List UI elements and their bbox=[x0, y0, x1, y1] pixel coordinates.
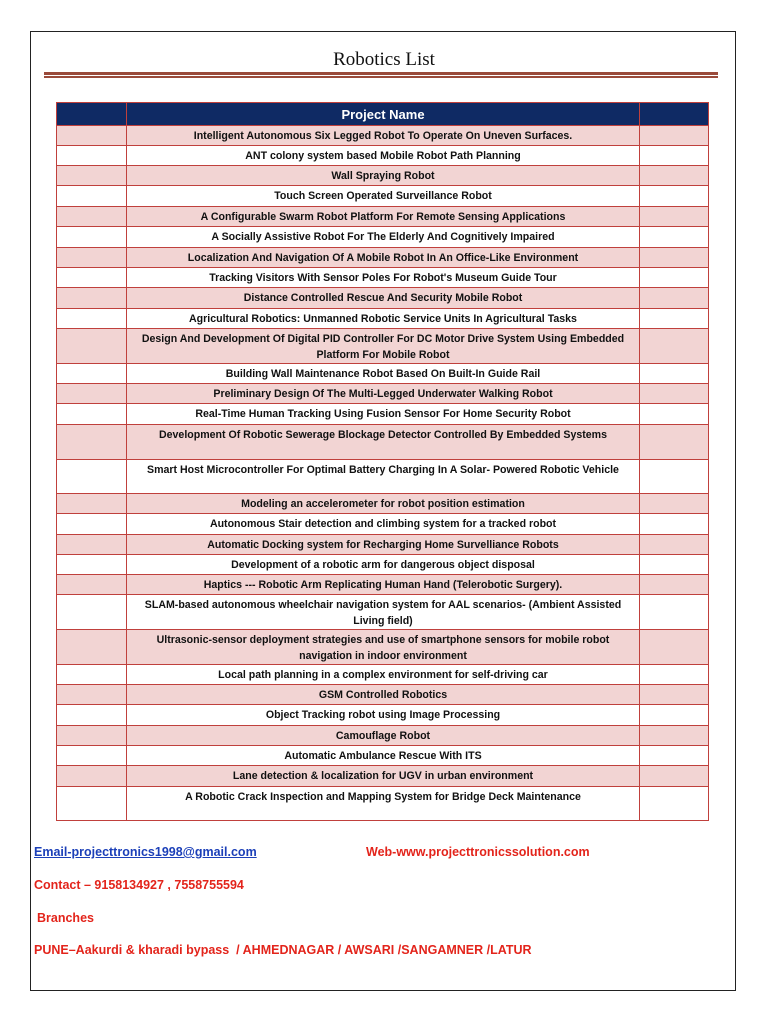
row-blank-right bbox=[640, 746, 709, 766]
project-name-cell: Ultrasonic-sensor deployment strategies and use of smartphone sensors for mobile robot navigation in indoor environment bbox=[127, 630, 640, 665]
project-name-cell: Agricultural Robotics: Unmanned Robotic Service Units In Agricultural Tasks bbox=[127, 309, 640, 329]
row-blank-left bbox=[57, 227, 127, 248]
row-blank-right bbox=[640, 268, 709, 288]
table-row bbox=[57, 404, 709, 425]
table-row bbox=[57, 665, 709, 685]
table-row bbox=[57, 248, 709, 268]
project-name-cell: Building Wall Maintenance Robot Based On Built-In Guide Rail bbox=[127, 364, 640, 384]
row-blank-left bbox=[57, 630, 127, 665]
row-blank-left bbox=[57, 746, 127, 766]
row-blank-right bbox=[640, 248, 709, 268]
row-blank-right bbox=[640, 726, 709, 746]
project-name-cell: Design And Development Of Digital PID Controller For DC Motor Drive System Using Embedded Platform For Mobile Robot bbox=[127, 329, 640, 364]
table-row bbox=[57, 535, 709, 555]
row-blank-right bbox=[640, 595, 709, 630]
row-blank-right bbox=[640, 384, 709, 404]
row-blank-right bbox=[640, 514, 709, 535]
row-blank-right bbox=[640, 766, 709, 787]
row-blank-left bbox=[57, 364, 127, 384]
project-name-cell: Intelligent Autonomous Six Legged Robot To Operate On Uneven Surfaces. bbox=[127, 126, 640, 146]
row-blank-left bbox=[57, 766, 127, 787]
branches-list: PUNE–Aakurdi & kharadi bypass / AHMEDNAGAR / AWSARI /SANGAMNER /LATUR bbox=[34, 943, 532, 957]
project-name-cell: GSM Controlled Robotics bbox=[127, 685, 640, 705]
row-blank-left bbox=[57, 665, 127, 685]
column-header-project-name: Project Name bbox=[127, 103, 640, 126]
project-name-cell: Development of a robotic arm for dangerous object disposal bbox=[127, 555, 640, 575]
row-blank-left bbox=[57, 705, 127, 726]
table-row bbox=[57, 268, 709, 288]
row-blank-right bbox=[640, 146, 709, 166]
row-blank-right bbox=[640, 425, 709, 460]
table-row bbox=[57, 309, 709, 329]
table-row bbox=[57, 555, 709, 575]
project-name-cell: SLAM-based autonomous wheelchair navigation system for AAL scenarios- (Ambient Assisted Living field) bbox=[127, 595, 640, 630]
row-blank-left bbox=[57, 146, 127, 166]
row-blank-right bbox=[640, 535, 709, 555]
row-blank-right bbox=[640, 186, 709, 207]
project-name-cell: Distance Controlled Rescue And Security Mobile Robot bbox=[127, 288, 640, 309]
project-name-cell: Automatic Ambulance Rescue With ITS bbox=[127, 746, 640, 766]
project-name-cell: A Configurable Swarm Robot Platform For Remote Sensing Applications bbox=[127, 207, 640, 227]
email-link[interactable]: Email-projecttronics1998@gmail.com bbox=[34, 845, 257, 859]
row-blank-right bbox=[640, 166, 709, 186]
project-name-cell: Camouflage Robot bbox=[127, 726, 640, 746]
row-blank-left bbox=[57, 404, 127, 425]
project-name-cell: Localization And Navigation Of A Mobile Robot In An Office-Like Environment bbox=[127, 248, 640, 268]
row-blank-left bbox=[57, 595, 127, 630]
table-row bbox=[57, 186, 709, 207]
project-table bbox=[56, 102, 709, 821]
project-name-cell: Real-Time Human Tracking Using Fusion Sensor For Home Security Robot bbox=[127, 404, 640, 425]
header-blank-right bbox=[640, 103, 709, 126]
table-row bbox=[57, 166, 709, 186]
table-row bbox=[57, 514, 709, 535]
row-blank-left bbox=[57, 494, 127, 514]
row-blank-right bbox=[640, 555, 709, 575]
row-blank-left bbox=[57, 685, 127, 705]
row-blank-right bbox=[640, 665, 709, 685]
row-blank-right bbox=[640, 207, 709, 227]
project-name-cell: Wall Spraying Robot bbox=[127, 166, 640, 186]
table-row bbox=[57, 288, 709, 309]
row-blank-right bbox=[640, 705, 709, 726]
project-name-cell: Haptics --- Robotic Arm Replicating Human Hand (Telerobotic Surgery). bbox=[127, 575, 640, 595]
table-row bbox=[57, 329, 709, 364]
row-blank-left bbox=[57, 268, 127, 288]
table-row bbox=[57, 364, 709, 384]
row-blank-left bbox=[57, 126, 127, 146]
row-blank-right bbox=[640, 364, 709, 384]
project-name-cell: Tracking Visitors With Sensor Poles For Robot's Museum Guide Tour bbox=[127, 268, 640, 288]
title-rule bbox=[44, 72, 718, 75]
table-row bbox=[57, 787, 709, 821]
project-name-cell: A Socially Assistive Robot For The Elderly And Cognitively Impaired bbox=[127, 227, 640, 248]
table-row bbox=[57, 630, 709, 665]
row-blank-right bbox=[640, 309, 709, 329]
row-blank-right bbox=[640, 494, 709, 514]
branches-label: Branches bbox=[37, 911, 94, 925]
project-name-cell: Lane detection & localization for UGV in urban environment bbox=[127, 766, 640, 787]
row-blank-left bbox=[57, 309, 127, 329]
project-name-cell: Smart Host Microcontroller For Optimal Battery Charging In A Solar- Powered Robotic Vehicle bbox=[127, 460, 640, 494]
header-blank-left bbox=[57, 103, 127, 126]
row-blank-right bbox=[640, 575, 709, 595]
project-name-cell: Preliminary Design Of The Multi-Legged Underwater Walking Robot bbox=[127, 384, 640, 404]
row-blank-right bbox=[640, 404, 709, 425]
table-row bbox=[57, 766, 709, 787]
project-name-cell: Development Of Robotic Sewerage Blockage Detector Controlled By Embedded Systems bbox=[127, 425, 640, 460]
row-blank-left bbox=[57, 288, 127, 309]
row-blank-left bbox=[57, 460, 127, 494]
website-text: Web-www.projecttronicssolution.com bbox=[366, 845, 590, 859]
row-blank-left bbox=[57, 186, 127, 207]
project-name-cell: Autonomous Stair detection and climbing system for a tracked robot bbox=[127, 514, 640, 535]
row-blank-left bbox=[57, 514, 127, 535]
page-title: Robotics List bbox=[333, 49, 435, 70]
row-blank-right bbox=[640, 288, 709, 309]
table-row bbox=[57, 126, 709, 146]
table-row bbox=[57, 146, 709, 166]
table-row bbox=[57, 460, 709, 494]
project-name-cell: Object Tracking robot using Image Processing bbox=[127, 705, 640, 726]
row-blank-left bbox=[57, 207, 127, 227]
project-name-cell: ANT colony system based Mobile Robot Path Planning bbox=[127, 146, 640, 166]
row-blank-left bbox=[57, 384, 127, 404]
row-blank-left bbox=[57, 329, 127, 364]
row-blank-right bbox=[640, 685, 709, 705]
row-blank-right bbox=[640, 460, 709, 494]
project-name-cell: Local path planning in a complex environment for self-driving car bbox=[127, 665, 640, 685]
table-row bbox=[57, 746, 709, 766]
table-row bbox=[57, 207, 709, 227]
table-row bbox=[57, 425, 709, 460]
table-row bbox=[57, 705, 709, 726]
row-blank-left bbox=[57, 425, 127, 460]
row-blank-left bbox=[57, 787, 127, 821]
row-blank-right bbox=[640, 787, 709, 821]
title-rule-thin bbox=[44, 76, 718, 78]
project-name-cell: Automatic Docking system for Recharging Home Survelliance Robots bbox=[127, 535, 640, 555]
table-row bbox=[57, 227, 709, 248]
table-row bbox=[57, 384, 709, 404]
project-name-cell: A Robotic Crack Inspection and Mapping System for Bridge Deck Maintenance bbox=[127, 787, 640, 821]
row-blank-right bbox=[640, 126, 709, 146]
row-blank-right bbox=[640, 329, 709, 364]
row-blank-left bbox=[57, 726, 127, 746]
project-name-cell: Touch Screen Operated Surveillance Robot bbox=[127, 186, 640, 207]
contact-numbers: Contact – 9158134927 , 7558755594 bbox=[34, 878, 244, 892]
row-blank-right bbox=[640, 227, 709, 248]
row-blank-right bbox=[640, 630, 709, 665]
table-row bbox=[57, 494, 709, 514]
row-blank-left bbox=[57, 575, 127, 595]
row-blank-left bbox=[57, 555, 127, 575]
table-row bbox=[57, 575, 709, 595]
row-blank-left bbox=[57, 535, 127, 555]
table-row bbox=[57, 595, 709, 630]
table-row bbox=[57, 685, 709, 705]
table-row bbox=[57, 726, 709, 746]
row-blank-left bbox=[57, 166, 127, 186]
project-name-cell: Modeling an accelerometer for robot position estimation bbox=[127, 494, 640, 514]
row-blank-left bbox=[57, 248, 127, 268]
